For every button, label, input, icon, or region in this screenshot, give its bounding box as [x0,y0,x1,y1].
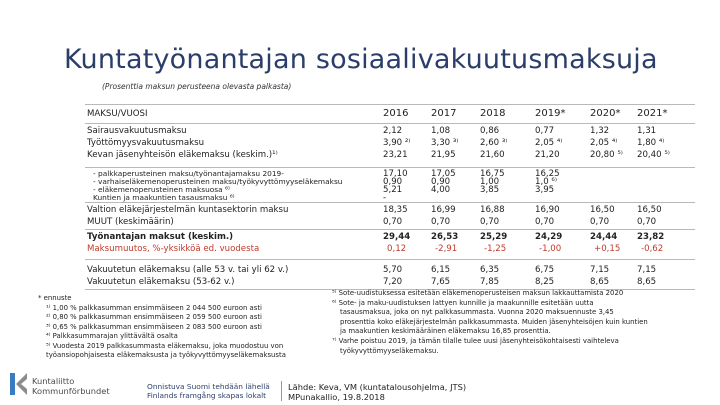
footnote-left-4: ⁴⁾ Palkkasummarajan ylittävältä osalta [46,332,178,340]
table-cell: 0,86 [480,126,500,136]
year-header-3: 2019* [535,108,566,119]
table-cell: 1,31 [637,126,657,136]
footnote-left-5: ⁵⁾ Vuodesta 2019 palkkasummasta eläkemaksu, joka muodostuu von [46,341,284,350]
table-cell: 16,88 [480,205,505,215]
total-cell: 26,53 [431,232,459,242]
table-cell: 8,65 [590,277,610,287]
table-cell: 8,25 [535,277,555,287]
table-cell: 2,05 ⁴⁾ [590,138,618,148]
footnote-left-2: ²⁾ 0,80 % palkkasumman ensimmäiseen 2 059 500 euroon asti [46,313,262,321]
table-cell: 16,99 [431,205,456,215]
footnote-right-4: ja maakuntien keskimääräinen eläkemaksu 16,85 prosenttia. [340,327,551,336]
source-note [288,382,466,402]
kuntaliitto-logo-icon [10,373,28,395]
table-cell: 7,15 [590,265,610,275]
table-cell: 0,70 [535,217,555,227]
row-label-muut: MUUT (keskimäärin) [87,217,174,227]
row-label-elakemenoperusteinen: - eläkemenoperusteinen maksuosa ⁶⁾ [93,185,230,194]
table-cell: 17,05 [431,169,456,179]
source-line: Lähde: Keva, VM (kuntatalousohjelma, JTS) [288,382,467,392]
table-cell: 0,70 [637,217,657,227]
footnote-right-3: prosenttia koko eläkejärjestelmän palkkasummasta. Muiden jäsenyhteisöjen kuin kuntien [340,317,648,326]
table-cell: 3,30 ³⁾ [431,138,459,148]
table-cell: 0,70 [431,217,451,227]
table-cell: 0,90 [431,177,451,187]
row-label-keva-elakemaksu: Kevan jäsenyhteisön eläkemaksu (keskim.)¹⁾ [87,150,278,160]
table-cell: 3,90 ²⁾ [383,138,411,148]
table-cell: 3,95 [535,185,555,195]
row-label-tyonantajan-maksut: Työnantajan maksut (keskim.) [87,232,234,242]
author-date-line: MPunakallio, 19.8.2018 [288,392,385,402]
change-cell: +0,15 [594,244,621,254]
year-header-0: 2016 [383,108,409,119]
table-cell: 6,35 [480,265,500,275]
change-cell: -1,25 [484,244,507,254]
change-cell: -2,91 [435,244,458,254]
year-header-4: 2020* [590,108,621,119]
footnote-right-2: tasausmaksua, joka on nyt palkkasummasta. Vuonna 2020 maksuennuste 3,45 [340,308,614,317]
table-cell: 1,08 [431,126,451,136]
table-rule-3 [85,229,695,230]
row-label-palkkaperusteinen: - palkkaperusteinen maksu/työnantajamaksu 2019- [93,169,284,178]
table-cell: 6,15 [431,265,451,275]
table-cell: 2,60 ³⁾ [480,138,508,148]
table-cell: 3,85 [480,185,500,195]
table-rule-header [85,123,695,124]
slogan-sv: Finlands framgång skapas lokalt [147,391,267,400]
table-cell: 21,60 [480,150,505,160]
table-cell: 7,85 [480,277,500,287]
table-cell: 5,70 [383,265,403,275]
table-cell: 0,70 [480,217,500,227]
slogan [147,382,270,400]
change-cell: -1,00 [539,244,562,254]
table-cell: 21,95 [431,150,456,160]
total-cell: 23,82 [637,232,665,242]
row-label-vakuutettu-53-62: Vakuutetun eläkemaksu (53-62 v.) [87,277,235,287]
table-cell: 7,20 [383,277,403,287]
table-cell: 23,21 [383,150,408,160]
table-cell: 4,00 [431,185,451,195]
change-cell: 0,12 [387,244,407,254]
footnote-left-6: työansiopohjaisesta eläkemaksusta ja työkyvyttömyyseläkemaksusta [46,351,286,359]
table-cell: - [383,193,387,203]
table-cell: 18,35 [383,205,408,215]
table-cell: 20,40 ⁵⁾ [637,150,670,160]
table-cell: 16,50 [637,205,662,215]
footer-divider [281,381,282,401]
table-cell: 16,75 [480,169,505,179]
table-rule-top [85,104,695,105]
row-label-valtion-elake: Valtion eläkejärjestelmän kuntasektorin maksu [87,205,289,215]
row-label-vakuutettu-alle53: Vakuutetun eläkemaksu (alle 53 v. tai yli 62 v.) [87,265,289,275]
logo-line-fi: Kuntaliitto [32,376,75,386]
table-cell: 17,10 [383,169,408,179]
table-cell: 1,00 [480,177,500,187]
slogan-fi: Onnistuva Suomi tehdään lähellä [147,382,270,391]
change-cell: -0,62 [641,244,664,254]
page-title: Kuntatyönantajan sosiaalivakuutusmaksuja [64,44,658,75]
table-cell: 16,50 [590,205,615,215]
footnote-left-1: ¹⁾ 1,00 % palkkasumman ensimmäiseen 2 044 500 euroon asti [46,303,262,312]
footnote-right-1: ⁶⁾ Sote- ja maku-uudistuksen lattyen kunnille ja maakunnille esitetään uutta [332,298,594,307]
year-header-5: 2021* [637,108,668,119]
footnote-left-3: ³⁾ 0,65 % palkkasumman ensimmäiseen 2 083 500 euroon asti [46,322,262,331]
table-cell: 8,65 [637,277,657,287]
table-cell: 20,80 ⁵⁾ [590,150,623,160]
table-cell: 5,21 [383,185,403,195]
table-cell: 21,20 [535,150,560,160]
table-cell: 1,32 [590,126,610,136]
table-rule-4 [85,259,695,260]
row-label-sairausvakuutusmaksu: Sairausvakuutusmaksu [87,126,187,136]
total-cell: 25,29 [480,232,508,242]
table-cell: 0,77 [535,126,555,136]
page-subtitle: (Prosenttia maksun perusteena olevasta palkasta) [102,82,292,91]
total-cell: 29,44 [383,232,411,242]
table-rule-1 [85,167,695,168]
table-cell: 7,65 [431,277,451,287]
total-cell: 24,44 [590,232,618,242]
table-cell: 16,90 [535,205,560,215]
total-cell: 24,29 [535,232,563,242]
table-cell: 0,70 [590,217,610,227]
table-cell: 2,12 [383,126,403,136]
footnote-right-5: ⁷⁾ Varhe poistuu 2019, ja tämän tilalle tulee uusi jäsenyhteisökohtaisesti vaihteleva [332,337,619,345]
table-cell: 16,25 [535,169,560,179]
table-cell: 1,80 ⁴⁾ [637,138,665,148]
table-cell: 1,0 ⁶⁾ [535,177,557,187]
footnote-left-0: * ennuste [38,294,72,302]
footnote-right-0: ⁵⁾ Sote-uudistuksessa esitetään eläkemenoperusteisen maksun lakkauttamista 2020 [332,289,624,297]
row-label-tyottomyysvakuutusmaksu: Työttömyysvakuutusmaksu [87,138,205,148]
table-cell: 0,70 [383,217,403,227]
table-cell: 6,75 [535,265,555,275]
table-rule-2 [85,202,695,203]
footnote-right-6: työkyvyttömyyseläkemaksu. [340,346,439,355]
year-header-2: 2018 [480,108,506,119]
table-cell: 2,05 ⁴⁾ [535,138,563,148]
table-cell: 7,15 [637,265,657,275]
logo-wordmark [32,376,110,396]
table-cell: 0,90 [383,177,403,187]
row-label-tasausmaksu: Kuntien ja maakuntien tasausmaksu ⁶⁾ [93,193,235,202]
logo-line-sv: Kommunförbundet [32,386,110,396]
year-header-1: 2017 [431,108,457,119]
row-label-varhaiselake: - varhaiseläkemenoperusteinen maksu/työkyvyttömyyseläkemaksu [93,177,343,186]
row-label-maksumuutos: Maksumuutos, %-yksikköä ed. vuodesta [87,244,260,254]
table-header-label: MAKSU/VUOSI [87,109,148,119]
